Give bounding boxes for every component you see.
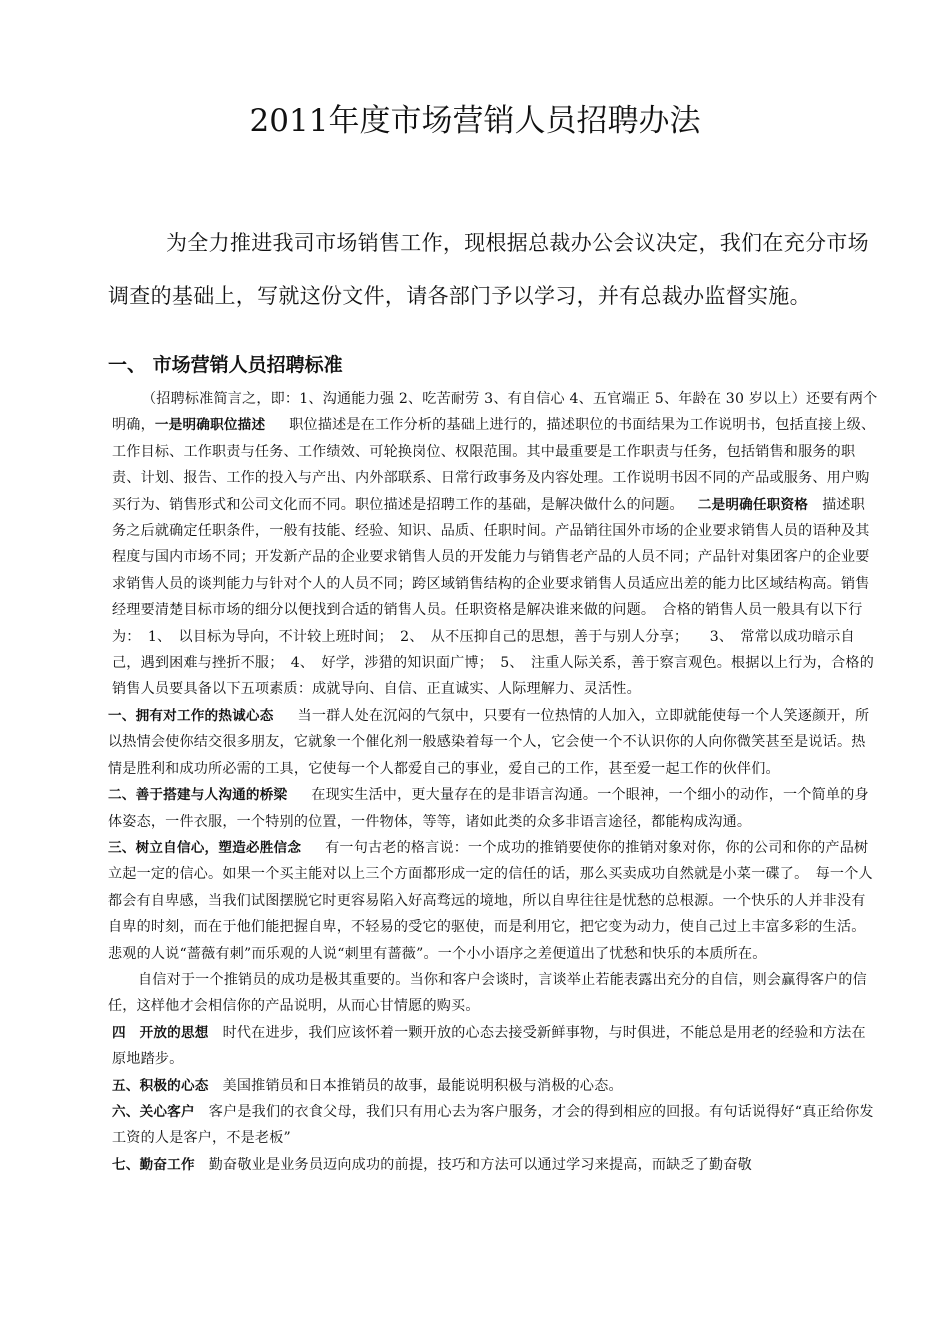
quality-heading-6: 六、关心客户 <box>112 1103 195 1120</box>
clarify-duty-heading: 一是明确职位描述 <box>154 417 266 434</box>
confidence-paragraph: 自信对于一个推销员的成功是极其重要的。当你和客户会谈时，言谈举止若能表露出充分的自信，则会赢得客户的信任，这样他才会相信你的产品说明，从而心甘情愿的购买。 <box>108 971 867 1015</box>
quality-item-3 <box>108 835 878 967</box>
standards-intro: （招聘标准简言之，即：1、沟通能力强 2、吃苦耐劳 3、有自信心 4、五官端正 5、年龄在 30 岁以上）还要有两个明确， <box>112 391 878 434</box>
quality-heading-2: 二、善于搭建与人沟通的桥梁 <box>108 787 288 804</box>
quality-item-7 <box>108 1152 878 1178</box>
qualification-description: 描述职务之后就确定任职条件，一般有技能、经验、知识、品质、任职时间。产品销往国外市场的企业要求销售人员的语种及其程度与国内市场不同；开发新产品的企业要求销售人员的开发能力与销售老产品的人员不同；产品针对集团客户的企业要求销售人员的谈判能力与针对个人的人员不同；跨区域销售结构的企业要求销售人员适应出差的能力比区域结构高。销售经理要清楚目标市场的细分以便找到合适的销售人员。任职资格是解决谁来做的问题。 合格的销售人员一般具有以下行为： 1、 以目标为导向，不计较上班时间； 2、 从不压抑自己的思想，善于与别人分享； 3、 常常以成功暗示自己，遇到困难与挫折不服； 4、 好学，涉猎的知识面广博； 5、 注重人际关系，善于察言观色。根据以上行为，合格的销售人员要具备以下五项素质：成就导向、自信、正直诚实、人际理解力、灵活性。 <box>112 496 874 698</box>
quality-text-4: 时代在进步，我们应该怀着一颗开放的心态去接受新鲜事物，与时俱进，不能总是用老的经验和方法在原地踏步。 <box>112 1024 866 1068</box>
quality-heading-3: 三、树立自信心，塑造必胜信念 <box>108 839 302 856</box>
clarify-qualification-heading: 二是明确任职资格 <box>697 496 809 513</box>
quality-heading-7: 七、勤奋工作 <box>112 1156 195 1173</box>
quality-item-4 <box>108 1020 878 1073</box>
quality-text-1: 当一群人处在沉闷的气氛中，只要有一位热情的人加入，立即就能使每一个人笑逐颜开，所以热情会使你结交很多朋友，它就象一个催化剂一般感染着每一个人，它会使一个不认识你的人向你微笑甚至是说话。热情是胜利和成功所必需的工具，它使每一个人都爱自己的事业，爱自己的工作，甚至爱一起工作的伙伴们。 <box>108 707 870 777</box>
quality-text-3: 有一句古老的格言说：一个成功的推销要使你的推销对象对你，你的公司和你的产品树立起一定的信心。如果一个买主能对以上三个方面都形成一定的信任的话，那么买卖成功自然就是小菜一碟了。 每一个人都会有自卑感，当我们试图摆脱它时更容易陷入好高骛远的境地，所以自卑往往是忧愁的总根源。一个快乐的人并非没有自卑的时刻，而在于他们能把握自卑，不轻易的受它的驱使，而是利用它，把它变为动力，使自己过上丰富多彩的生活。悲观的人说“蔷薇有刺”而乐观的人说“刺里有蔷薇”。一个小小语序之差便道出了忧愁和快乐的本质所在。 <box>108 839 873 962</box>
quality-item-6 <box>108 1099 878 1152</box>
quality-heading-4: 四 开放的思想 <box>112 1024 209 1041</box>
quality-heading-1: 一、拥有对工作的热诚心态 <box>108 707 274 724</box>
duty-description: 职位描述是在工作分析的基础上进行的，描述职位的书面结果为工作说明书，包括直接上级、工作目标、工作职责与任务、工作绩效、可轮换岗位、权限范围。其中最重要是工作职责与任务，包括销售和服务的职责、计划、报告、工作的投入与产出、内外部联系、日常行政事务及内容处理。工作说明书因不同的产品或服务、用户购买行为、销售形式和公司文化而不同。职位描述是招聘工作的基础，是解决做什么的问题。 <box>112 417 876 513</box>
section-heading: 一、 市场营销人员招聘标准 <box>108 354 343 376</box>
document-title: 2011年度市场营销人员招聘办法 <box>249 103 701 139</box>
quality-text-2: 在现实生活中，更大量存在的是非语言沟通。一个眼神，一个细小的动作，一个简单的身体姿态，一件衣服，一个特别的位置，一件物体，等等，诸如此类的众多非语言途径，都能构成沟通。 <box>108 787 869 830</box>
quality-text-7: 勤奋敬业是业务员迈向成功的前提，技巧和方法可以通过学习来提高，而缺乏了勤奋敬 <box>208 1156 752 1173</box>
body-text <box>108 386 878 1178</box>
quality-heading-5: 五、积极的心态 <box>112 1077 209 1094</box>
quality-text-5: 美国推销员和日本推销员的故事，最能说明积极与消极的心态。 <box>222 1077 623 1094</box>
standards-paragraph <box>108 386 878 703</box>
quality-item-1 <box>108 703 878 782</box>
intro-paragraph: 为全力推进我司市场销售工作，现根据总裁办公会议决定，我们在充分市场调查的基础上，写就这份文件，请各部门予以学习，并有总裁办监督实施。 <box>108 231 869 308</box>
quality-text-6: 客户是我们的衣食父母，我们只有用心去为客户服务，才会的得到相应的回报。有句话说得好“真正给你发工资的人是客户，不是老板” <box>112 1103 874 1147</box>
quality-item-2 <box>108 782 878 835</box>
quality-item-5 <box>108 1073 878 1099</box>
